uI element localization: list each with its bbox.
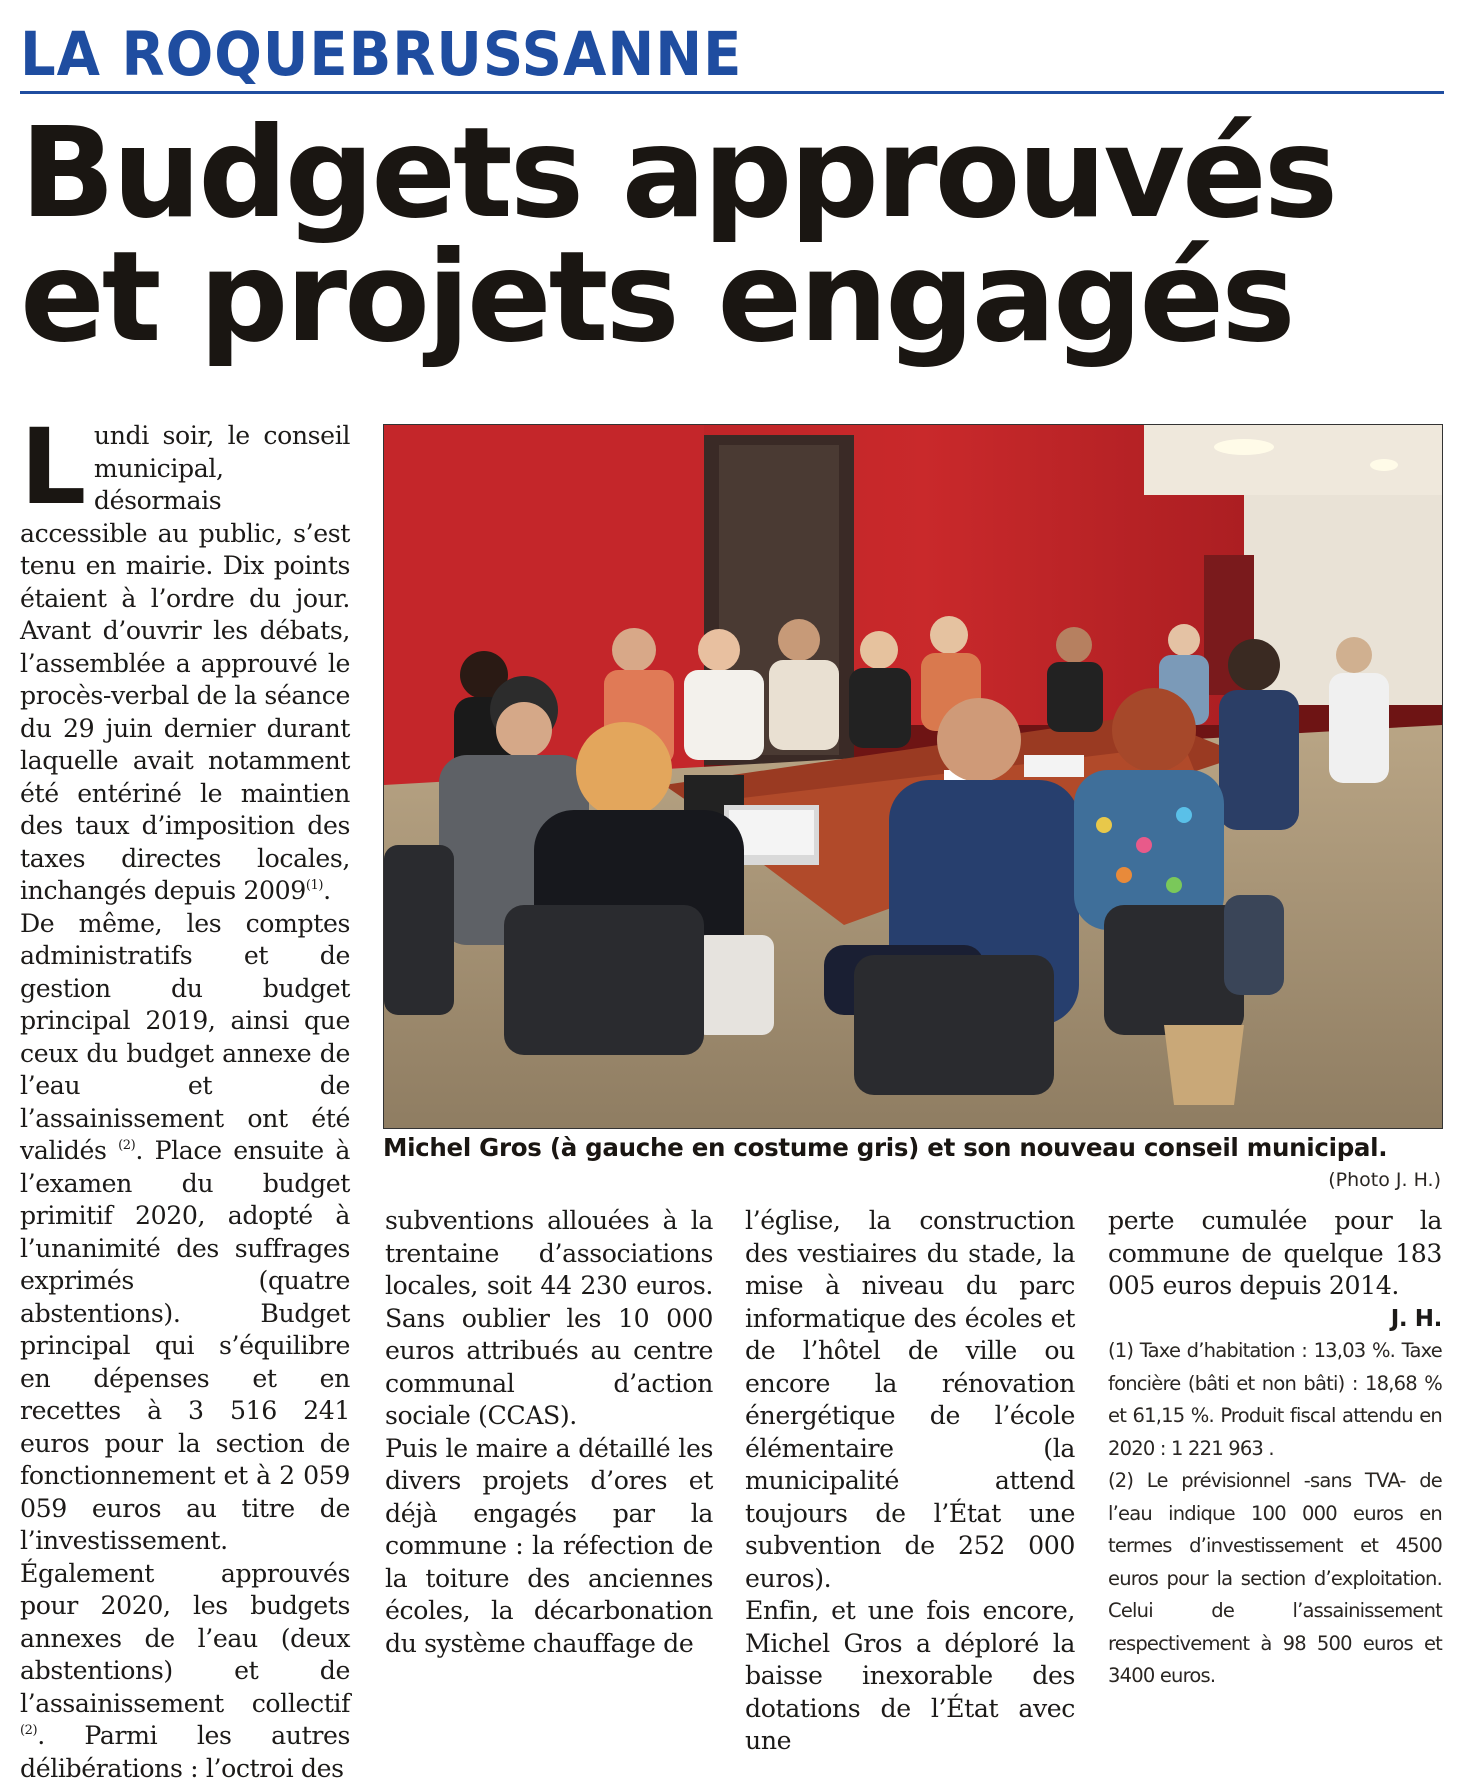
paragraph-text: undi soir, le conseil municipal, désormais accessible au public, s’est tenu en mairie. Dix points étaient à l’ordre du jour. Avant d’ouvrir les débats, l’assemblée a approuvé le procès-verbal de la séance du 29 juin dernier durant laquelle avait notamment été entériné le maintien des taux d’imposition des taxes directes locales, inchangés depuis 2009	[20, 421, 350, 905]
paragraph	[20, 908, 350, 1785]
paragraph: Enfin, et une fois encore, Michel Gros a déploré la baisse inexorable des dotations de l’État avec une	[745, 1595, 1075, 1758]
paragraph-text: De même, les comptes administratifs et de gestion du budget principal 2019, ainsi que ceux du budget annexe de l’eau et de l’assainissement ont été validés	[20, 909, 350, 1166]
paragraph-text: . Place ensuite à l’examen du budget primitif 2020, adopté à l’unanimité des suffrages exprimés (quatre abstentions). Budget principal qui s’équilibre en dépenses et en recettes à 3 516 241 euros pour la section de fonctionnement et à 2 059 059 euros au titre de l’investissement. Également approuvés pour 2020, les budgets annexes de l’eau (deux abstentions) et de l’assainissement collectif	[20, 1136, 350, 1718]
article-column-3	[745, 1205, 1075, 1758]
photo-credit: (Photo J. H.)	[1328, 1169, 1441, 1191]
headline-line-1: Budgets approuvés	[20, 101, 1335, 246]
photo-caption: Michel Gros (à gauche en costume gris) et son nouveau conseil municipal.	[383, 1133, 1443, 1162]
footnote-1: (1) Taxe d’habitation : 13,03 %. Taxe foncière (bâti et non bâti) : 18,68 % et 61,15 %. Produit fiscal attendu en 2020 : 1 221 963 .	[1108, 1335, 1442, 1465]
paragraph: Lundi soir, le conseil municipal, désormais accessible au public, s’est tenu en mairie. Dix points étaient à l’ordre du jour. Avant d’ouvrir les débats, l’assemblée a approuvé le procès-verbal de la séance du 29 juin dernier durant laquelle avait notamment été entériné le maintien des taux d’imposition des taxes directes locales, inchangés depuis 2009$^{(1)}$.	[20, 420, 350, 908]
footnote-2: (2) Le prévisionnel -sans TVA- de l’eau indique 100 000 euros en termes d’investissement et 4500 euros pour la section d’exploitation. Celui de l’assainissement respectivement à 98 500 euros et 3400 euros.	[1108, 1465, 1442, 1693]
rubric-rule	[20, 91, 1444, 94]
paragraph: Puis le maire a détaillé les divers projets d’ores et déjà engagés par la commune : la réfection de la toiture des anciennes écoles, la décarbonation du système chauffage de	[385, 1433, 713, 1661]
paragraph: l’église, la construction des vestiaires du stade, la mise à niveau du parc informatique des écoles et de l’hôtel de ville ou encore la rénovation énergétique de l’école élémentaire (la municipalité attend toujours de l’État une subvention de 252 000 euros).	[745, 1205, 1075, 1595]
footnote-ref-1: (1)	[306, 878, 323, 893]
article-column-1	[20, 420, 350, 1785]
footnote-ref-2: (2)	[20, 1723, 37, 1738]
footnote-ref-2: (2)	[118, 1138, 135, 1153]
paragraph: subventions allouées à la trentaine d’associations locales, soit 44 230 euros. Sans oublier les 10 000 euros attribués au centre communal d’action sociale (CCAS).	[385, 1205, 713, 1433]
article-column-4	[1108, 1205, 1442, 1693]
footnotes	[1108, 1335, 1442, 1693]
headline	[20, 112, 1440, 360]
drop-cap: L	[20, 424, 86, 510]
council-meeting-photo	[383, 424, 1443, 1129]
paragraph-text: . Parmi les autres délibérations : l’octroi des	[20, 1721, 350, 1783]
article-column-2	[385, 1205, 713, 1660]
section-rubric: LA ROQUEBRUSSANNE	[20, 20, 742, 90]
paragraph: perte cumulée pour la commune de quelque 183 005 euros depuis 2014.	[1108, 1205, 1442, 1303]
headline-line-2: et projets engagés	[20, 225, 1293, 370]
author-signature: J. H.	[1108, 1303, 1442, 1336]
